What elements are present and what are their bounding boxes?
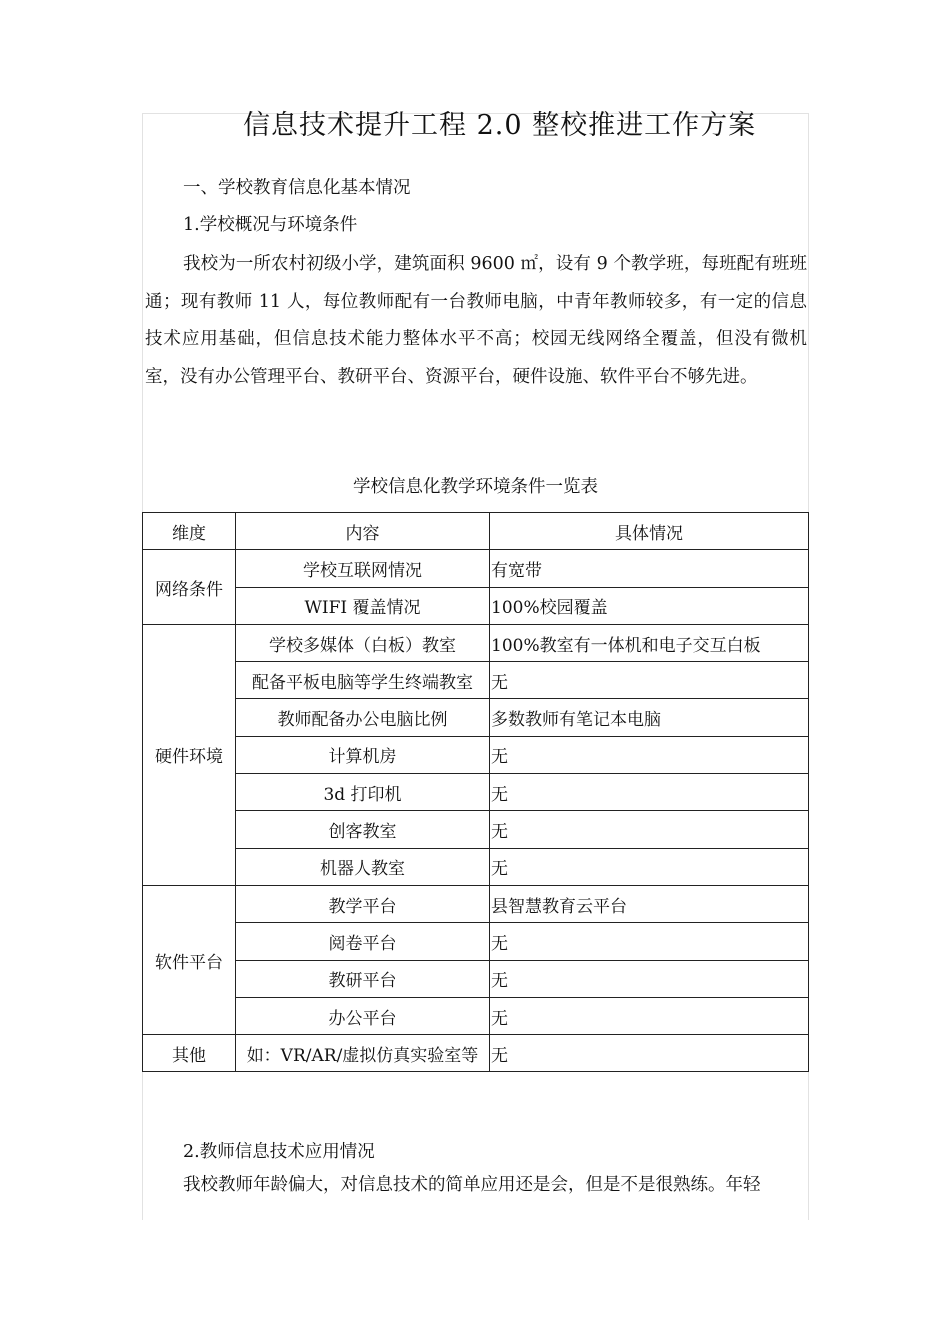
header-content: 内容 [236, 513, 490, 550]
table-row [143, 923, 809, 960]
document-title: 信息技术提升工程 2.0 整校推进工作方案 [243, 110, 757, 141]
dimension-cell-other: 其他 [143, 1035, 236, 1072]
content-cell: 如：VR/AR/虚拟仿真实验室等 [236, 1035, 490, 1072]
detail-cell: 100%校园覆盖 [490, 587, 809, 624]
header-dimension: 维度 [143, 513, 236, 550]
detail-cell: 无 [490, 960, 809, 997]
detail-cell: 无 [490, 1035, 809, 1072]
content-cell: 阅卷平台 [236, 923, 490, 960]
table-row [143, 1035, 809, 1072]
table-row [143, 848, 809, 885]
content-cell: 教研平台 [236, 960, 490, 997]
content-cell: 学校多媒体（白板）教室 [236, 624, 490, 661]
table-row [143, 811, 809, 848]
detail-cell: 无 [490, 736, 809, 773]
teacher-application-paragraph: 我校教师年龄偏大，对信息技术的简单应用还是会，但是不是很熟练。年轻 [183, 1175, 761, 1195]
detail-cell: 无 [490, 923, 809, 960]
content-cell: 创客教室 [236, 811, 490, 848]
dimension-cell-network: 网络条件 [143, 550, 236, 625]
detail-cell: 无 [490, 774, 809, 811]
detail-cell: 无 [490, 811, 809, 848]
table-row [143, 885, 809, 922]
content-cell: 计算机房 [236, 736, 490, 773]
school-overview-paragraph: 我校为一所农村初级小学，建筑面积 9600 ㎡，设有 9 个教学班，每班配有班班通；现有教师 11 人，每位教师配有一台教师电脑，中青年教师较多，有一定的信息技术应用基础，但信息技术能力整体水平不高；校园无线网络全覆盖，但没有微机室，没有办公管理平台、教研平台、资源平台，硬件设施、软件平台不够先进。 [145, 254, 807, 387]
table-row [143, 699, 809, 736]
subsection-heading-1-2: 2.教师信息技术应用情况 [183, 1142, 375, 1162]
dimension-cell-software: 软件平台 [143, 885, 236, 1034]
content-cell: 教学平台 [236, 885, 490, 922]
table-header-row [143, 513, 809, 550]
detail-cell: 有宽带 [490, 550, 809, 587]
table-row [143, 960, 809, 997]
table-row [143, 997, 809, 1034]
content-cell: 配备平板电脑等学生终端教室 [236, 662, 490, 699]
header-detail: 具体情况 [490, 513, 809, 550]
table-caption: 学校信息化教学环境条件一览表 [353, 477, 598, 497]
detail-cell: 无 [490, 997, 809, 1034]
content-cell: 机器人教室 [236, 848, 490, 885]
table-row [143, 550, 809, 587]
content-cell: 教师配备办公电脑比例 [236, 699, 490, 736]
table-row [143, 624, 809, 661]
detail-cell: 无 [490, 848, 809, 885]
dimension-cell-hardware: 硬件环境 [143, 624, 236, 885]
detail-cell: 县智慧教育云平台 [490, 885, 809, 922]
detail-cell: 多数教师有笔记本电脑 [490, 699, 809, 736]
table-row [143, 587, 809, 624]
subsection-heading-1-1: 1.学校概况与环境条件 [183, 215, 358, 235]
table-row [143, 662, 809, 699]
content-cell: 办公平台 [236, 997, 490, 1034]
section-heading-1: 一、学校教育信息化基本情况 [183, 178, 411, 198]
table-row [143, 736, 809, 773]
table-row [143, 774, 809, 811]
content-cell: WIFI 覆盖情况 [236, 587, 490, 624]
detail-cell: 100%教室有一体机和电子交互白板 [490, 624, 809, 661]
content-cell: 学校互联网情况 [236, 550, 490, 587]
detail-cell: 无 [490, 662, 809, 699]
environment-table [142, 512, 809, 1072]
content-cell: 3d 打印机 [236, 774, 490, 811]
